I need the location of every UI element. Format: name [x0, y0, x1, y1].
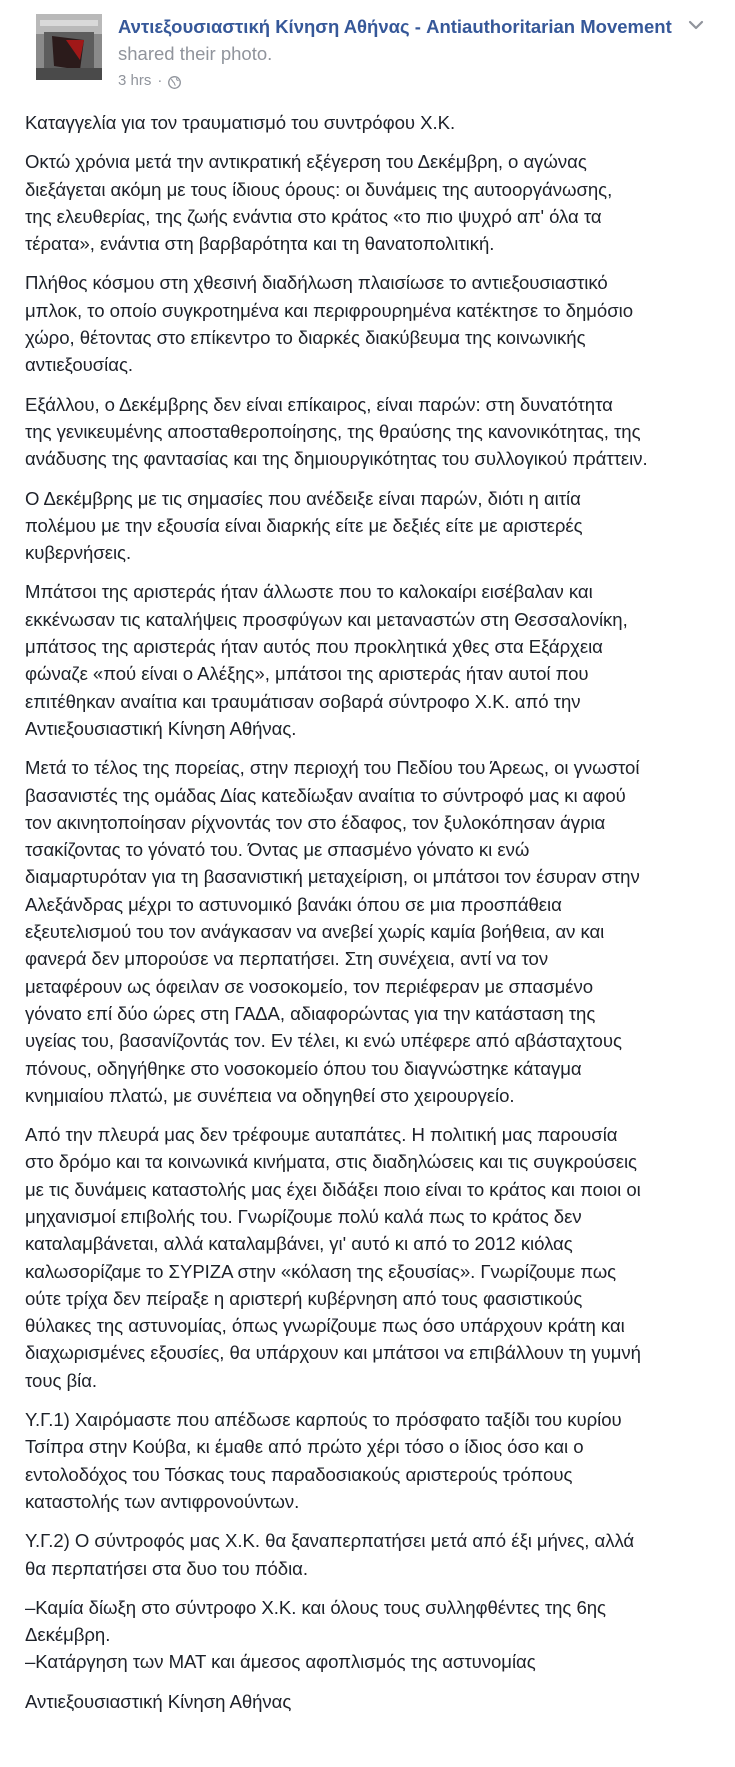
post-paragraph: Οκτώ χρόνια μετά την αντικρατική εξέγερση του Δεκέμβρη, ο αγώνας διεξάγεται ακόμη με τους ίδιους όρους: οι δυνάμεις της αυτοοργάνωσης, της ελευθερίας, της ζωής ενάντια στο κράτος «το πιο ψυχρό απ' όλα τα τέρατα», ενάντια στη βαρβαρότητα και τη θανατοπολιτική. — [25, 151, 613, 255]
author-name-link[interactable]: Αντιεξουσιαστική Κίνηση Αθήνας - Antiauthoritarian Movement — [118, 16, 672, 37]
post-paragraph: Ο Δεκέμβρης με τις σημασίες που ανέδειξε είναι παρών, διότι η αιτία πολέμου με την εξουσία είναι διαρκής είτε με δεξιές είτε με αριστερές κυβερνήσεις. — [25, 487, 583, 564]
post-paragraph: –Καμία δίωξη στο σύντροφο Χ.Κ. και όλους τους συλληφθέντες της 6ης Δεκέμβρη. –Κατάργηση των ΜΑΤ και άμεσος αφοπλισμός της αστυνομίας — [25, 1596, 606, 1673]
avatar[interactable] — [36, 14, 102, 80]
post-meta — [118, 71, 698, 91]
post-paragraph: Μπάτσοι της αριστεράς ήταν άλλωστε που το καλοκαίρι εισέβαλαν και εκκένωσαν τις καταλήψεις προσφύγων και μεταναστών στη Θεσσαλονίκη, μπάτσος της αριστεράς ήταν αυτός που προκλητικά χθες στα Εξάρχεια φώναζε «πού είναι ο Αλέξης», μπάτσοι της αριστεράς ήταν αυτοί που επιτέθηκαν αναίτια και τραυμάτισαν σοβαρά σύντροφο Χ.Κ. από την Αντιεξουσιαστική Κίνηση Αθήνας. — [25, 581, 628, 739]
post-timestamp[interactable]: 3 hrs — [118, 72, 152, 89]
post-paragraph: Πλήθος κόσμου στη χθεσινή διαδήλωση πλαισίωσε το αντιεξουσιαστικό μπλοκ, το οποίο συγκροτημένα και περιφρουρημένα κατέκτησε το δημόσιο χώρο, θέτοντας στο επίκεντρο το διαρκές διακύβευμα της κοινωνικής αντιεξουσίας. — [25, 272, 633, 376]
post-action-text: shared their photo. — [118, 43, 273, 64]
post-paragraph: Υ.Γ.1) Χαιρόμαστε που απέδωσε καρπούς το πρόσφατο ταξίδι του κυρίου Τσίπρα στην Κούβα, κι έμαθε από πρώτο χέρι τόσο ο ίδιος όσο και ο εντολοδόχος του Τόσκας τους παραδοσιακούς αριστερούς τρόπους καταστολής των αντιφρονούντων. — [25, 1409, 622, 1512]
post-paragraph: Καταγγελία για τον τραυματισμό του συντρόφου Χ.Κ. — [25, 112, 456, 133]
avatar-image — [36, 14, 102, 80]
meta-separator: · — [157, 72, 163, 89]
post-paragraph: Μετά το τέλος της πορείας, στην περιοχή του Πεδίου του Άρεως, οι γνωστοί βασανιστές της ομάδας Δίας κατεδίωξαν αναίτια το σύντροφό μας κι αφού τον ακινητοποίησαν ρίχνοντάς τον στο έδαφος, τον ξυλοκόπησαν άγρια τσακίζοντας το γόνατό του. Όντας με σπασμένο γόνατο κι ενώ διαμαρτυρόταν για τη βασανιστική μεταχείριση, οι μπάτσοι τον έσυραν στην Αλεξάνδρας μέχρι το αστυνομικό βανάκι όπου σε μια προσπάθεια εξευτελισμού του τον ανάγκασαν να ανεβεί χωρίς καμία βοήθεια, αν και φανερά δεν μπορούσε να περπατήσει. Στη συνέχεια, αντί να τον μεταφέρουν ως όφειλαν σε νοσοκομείο, τον περιέφεραν με σπασμένο γόνατο επί δύο ώρες στη ΓΑΔΑ, αδιαφορώντας για την κατάσταση της υγείας του, βασανίζοντάς τον. Εν τέλει, κι ενώ υπέφερε από αβάσταχτους πόνους, οδηγήθηκε στο νοσοκομείο όπου του διαγνώστηκε κάταγμα κνημιαίου πλατώ, με συνέπεια να οδηγηθεί στο χειρουργείο. — [25, 757, 640, 1106]
post-header — [25, 0, 709, 105]
globe-icon[interactable] — [168, 75, 181, 88]
chevron-down-icon[interactable] — [685, 14, 707, 36]
post-body — [25, 109, 713, 1727]
post-paragraph: Από την πλευρά μας δεν τρέφουμε αυταπάτες. Η πολιτική μας παρουσία στο δρόμο και τα κοινωνικά κινήματα, στις διαδηλώσεις και τις συγκρούσεις με τις δυνάμεις καταστολής μας έχει διδάξει ποιο είναι το κράτος και ποιοι οι μηχανισμοί επιβολής του. Γνωρίζουμε πολύ καλά πως το κράτος δεν καταλαμβάνεται, αλλά καταλαμβάνει, γι' αυτό κι από το 2012 κιόλας καλωσορίζαμε το ΣΥΡΙΖΑ στην «κόλαση της εξουσίας». Γνωρίζουμε πως ούτε τρίχα δεν πείραξε η αριστερή κυβέρνηση από τους φασιστικούς θύλακες της αστυνομίας, όπως γνωρίζουμε πως όσο υπάρχουν κράτη και διαχωρισμένες εξουσίες, θα υπάρχουν και μπάτσοι να επιβάλλουν τη γυμνή τους βία. — [25, 1124, 641, 1391]
post-signature: Αντιεξουσιαστική Κίνηση Αθήνας — [25, 1690, 292, 1712]
post-paragraph: Υ.Γ.2) Ο σύντροφός μας Χ.Κ. θα ξαναπερπατήσει μετά από έξι μήνες, αλλά θα περπατήσει στα δυο του πόδια. — [25, 1530, 635, 1579]
author-block — [118, 13, 698, 91]
post-paragraph: Εξάλλου, ο Δεκέμβρης δεν είναι επίκαιρος, είναι παρών: στη δυνατότητα της γενικευμένης αποσταθεροποίησης, της θραύσης της κανονικότητας, της ανάδυσης της φαντασίας και της δημιουργικότητας του συλλογικού πράττειν. — [25, 393, 648, 470]
author-line — [118, 13, 698, 67]
